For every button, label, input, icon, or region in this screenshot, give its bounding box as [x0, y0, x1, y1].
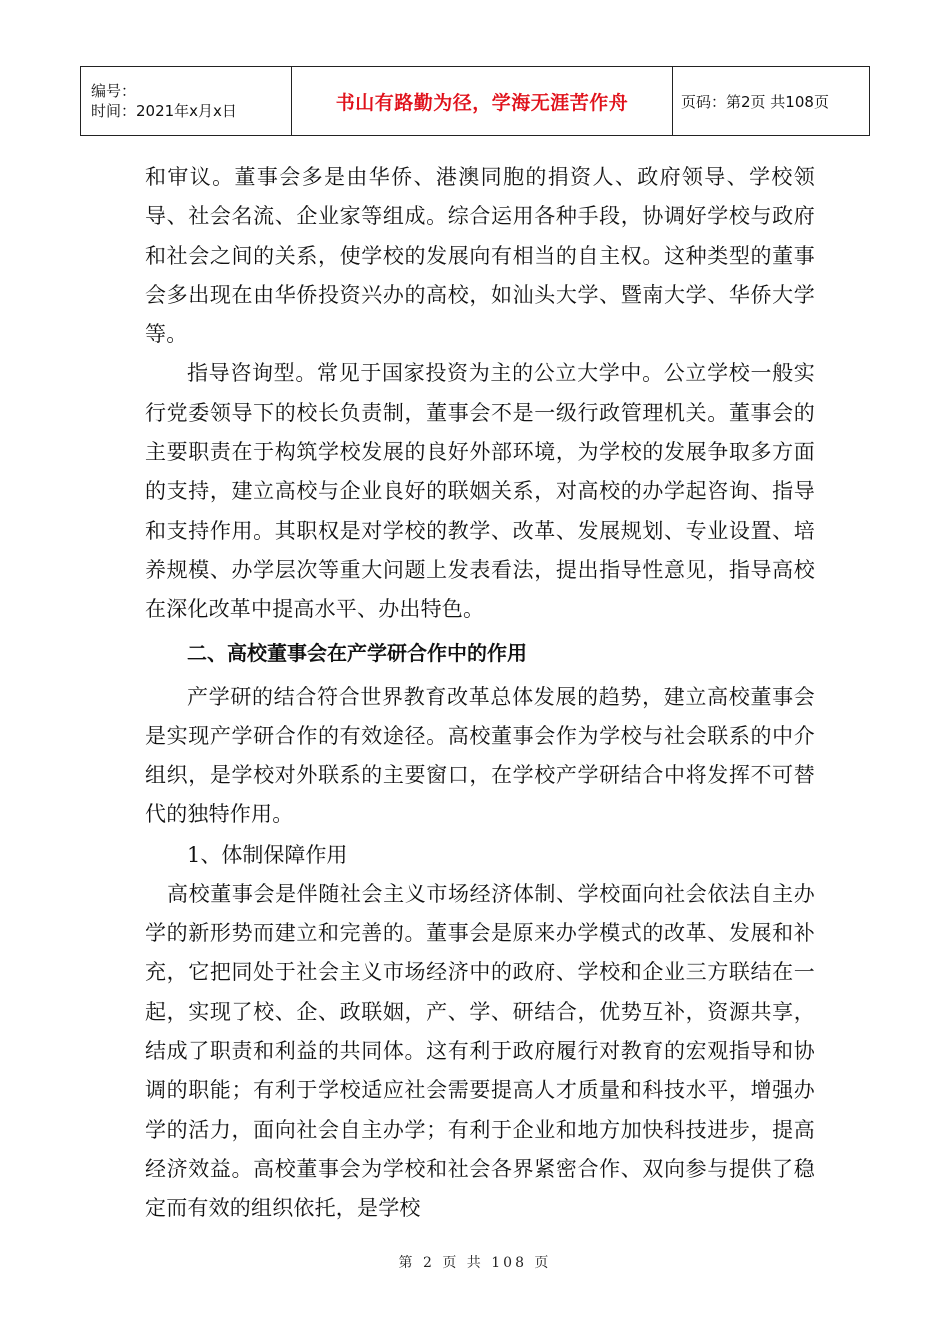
header-page-info: 页码：第2页 共108页	[673, 67, 870, 136]
document-body	[145, 158, 815, 1228]
document-header	[80, 66, 870, 136]
header-motto: 书山有路勤为径，学海无涯苦作舟	[292, 67, 673, 136]
document-date: 时间：2021年x月x日	[91, 102, 237, 120]
body-paragraph: 高校董事会是伴随社会主义市场经济体制、学校面向社会依法自主办学的新形势而建立和完善的。董事会是原来办学模式的改革、发展和补充，它把同处于社会主义市场经济中的政府、学校和企业三方联结在一起，实现了校、企、政联姻，产、学、研结合，优势互补，资源共享，结成了职责和利益的共同体。这有利于政府履行对教育的宏观指导和协调的职能；有利于学校适应社会需要提高人才质量和科技水平，增强办学的活力，面向社会自主办学；有利于企业和地方加快科技进步，提高经济效益。高校董事会为学校和社会各界紧密合作、双向参与提供了稳定而有效的组织依托，是学校	[145, 881, 815, 1221]
section-heading: 二、高校董事会在产学研合作中的作用	[187, 640, 527, 665]
document-number-label: 编号：	[91, 82, 137, 100]
body-paragraph: 和审议。董事会多是由华侨、港澳同胞的捐资人、政府领导、学校领导、社会名流、企业家等组成。综合运用各种手段，协调好学校与政府和社会之间的关系，使学校的发展向有相当的自主权。这种类型的董事会多出现在由华侨投资兴办的高校，如汕头大学、暨南大学、华侨大学等。	[145, 165, 815, 347]
body-paragraph: 产学研的结合符合世界教育改革总体发展的趋势，建立高校董事会是实现产学研合作的有效途径。高校董事会作为学校与社会联系的中介组织，是学校对外联系的主要窗口，在学校产学研结合中将发挥不可替代的独特作用。	[145, 684, 815, 827]
page-footer: 第 2 页 共 108 页	[398, 1255, 552, 1271]
subsection-heading: 1、体制保障作用	[187, 842, 348, 867]
body-paragraph: 指导咨询型。常见于国家投资为主的公立大学中。公立学校一般实行党委领导下的校长负责制，董事会不是一级行政管理机关。董事会的主要职责在于构筑学校发展的良好外部环境，为学校的发展争取多方面的支持，建立高校与企业良好的联姻关系，对高校的办学起咨询、指导和支持作用。其职权是对学校的教学、改革、发展规划、专业设置、培养规模、办学层次等重大问题上发表看法，提出指导性意见，指导高校在深化改革中提高水平、办出特色。	[145, 361, 815, 622]
header-meta-cell	[81, 67, 292, 136]
